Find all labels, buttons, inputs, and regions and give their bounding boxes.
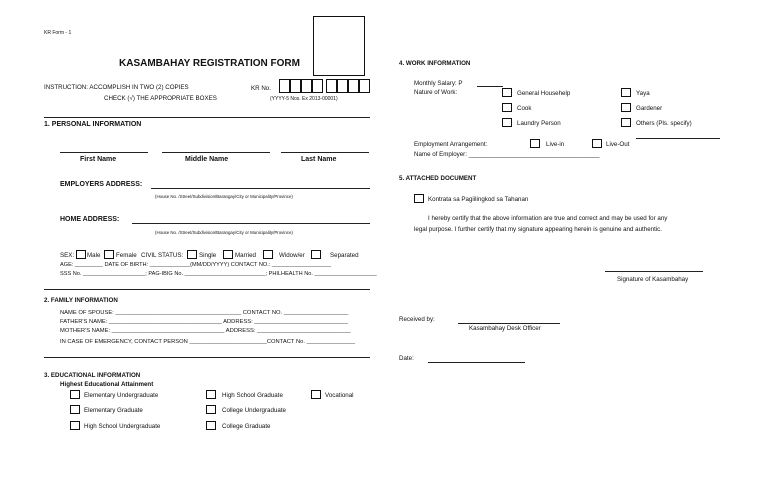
form-title: KASAMBAHAY REGISTRATION FORM xyxy=(119,58,300,69)
civil-status-label: CIVIL STATUS: xyxy=(141,252,184,259)
male-label: Male xyxy=(87,252,101,259)
gardener-label: Gardener xyxy=(636,105,663,112)
high-school-graduate-label: High School Graduate xyxy=(222,392,283,399)
signature-label: Signature of Kasambahay xyxy=(617,276,689,283)
yaya-label: Yaya xyxy=(636,90,650,97)
father-line[interactable]: FATHER'S NAME: ___________________________________ ADDRESS: _____________________________ xyxy=(60,319,348,325)
married-label: Married xyxy=(235,252,256,259)
elementary-graduate-checkbox[interactable] xyxy=(70,405,80,414)
middle-name-line[interactable] xyxy=(162,152,270,153)
received-by-line[interactable] xyxy=(458,323,560,324)
education-heading: 3. EDUCATIONAL INFORMATION xyxy=(44,372,141,379)
photo-box xyxy=(313,16,365,76)
live-out-checkbox[interactable] xyxy=(592,139,602,148)
family-heading: 2. FAMILY INFORMATION xyxy=(44,297,118,304)
single-checkbox[interactable] xyxy=(187,250,197,259)
others-checkbox[interactable] xyxy=(621,118,631,127)
home-address-hint: (House No. /Street/Subdivision/Barangay/City or Municipality/Province) xyxy=(155,230,293,235)
laundry-person-label: Laundry Person xyxy=(517,120,561,127)
employer-name-line[interactable]: Name of Employer: ______________________________________ xyxy=(414,151,600,158)
kontrata-checkbox[interactable] xyxy=(414,194,424,203)
certification-line1: I hereby certify that the above information are true and correct and may be used for any xyxy=(428,215,668,222)
general-househelp-label: General Househelp xyxy=(517,90,571,97)
high-school-undergraduate-label: High School Undergraduate xyxy=(84,423,161,430)
vocational-label: Vocational xyxy=(325,392,354,399)
instruction-line2: CHECK (√) THE APPROPRIATE BOXES xyxy=(104,95,217,102)
employers-address-line[interactable] xyxy=(151,188,370,189)
sex-label: SEX: xyxy=(60,252,75,259)
vocational-checkbox[interactable] xyxy=(311,390,321,399)
elementary-undergraduate-label: Elementary Undergraduate xyxy=(84,392,159,399)
last-name-line[interactable] xyxy=(281,152,369,153)
monthly-salary-label: Monthly Salary: P xyxy=(414,80,463,87)
cook-checkbox[interactable] xyxy=(502,103,512,112)
others-specify-line[interactable] xyxy=(636,138,720,139)
employers-address-label: EMPLOYERS ADDRESS: xyxy=(60,181,143,188)
gardener-checkbox[interactable] xyxy=(621,103,631,112)
others-label: Others (Pls. specify) xyxy=(636,120,692,127)
separated-label: Separated xyxy=(330,252,359,259)
certification-line2: legal purpose. I further certify that my signature appearing herein is genuine and authentic. xyxy=(414,226,662,233)
desk-officer-label: Kasambahay Desk Officer xyxy=(469,325,541,332)
elementary-graduate-label: Elementary Graduate xyxy=(84,407,143,414)
married-checkbox[interactable] xyxy=(223,250,233,259)
personal-heading: 1. PERSONAL INFORMATION xyxy=(44,121,142,128)
live-in-label: Live-in xyxy=(546,141,565,148)
form-code: KR Form - 1 xyxy=(44,30,72,36)
emergency-contact-line[interactable]: IN CASE OF EMERGENCY, CONTACT PERSON ________________________CONTACT No. _______________ xyxy=(60,339,355,345)
kr-hint: (YYYY-5 Nos. Ex 2013-00001) xyxy=(270,96,338,102)
live-out-label: Live-Out xyxy=(606,141,630,148)
high-school-undergraduate-checkbox[interactable] xyxy=(70,421,80,430)
date-line[interactable] xyxy=(428,362,525,363)
education-subheading: Highest Educational Attainment xyxy=(60,381,154,388)
employers-address-hint: (House No. /Street/Subdivision/Barangay/City or Municipality/Province) xyxy=(155,194,293,199)
first-name-label: First Name xyxy=(80,156,117,163)
male-checkbox[interactable] xyxy=(76,250,86,259)
female-checkbox[interactable] xyxy=(104,250,114,259)
age-dob-contact-line[interactable]: AGE: _________ DATE OF BIRTH: _____________(MM/DD/YYYY) CONTACT NO.: ___________________ xyxy=(60,262,332,268)
elementary-undergraduate-checkbox[interactable] xyxy=(70,390,80,399)
monthly-salary-line[interactable] xyxy=(477,86,503,87)
laundry-person-checkbox[interactable] xyxy=(502,118,512,127)
kr-label: KR No. xyxy=(251,85,271,92)
college-graduate-checkbox[interactable] xyxy=(206,421,216,430)
college-undergraduate-checkbox[interactable] xyxy=(206,405,216,414)
signature-line[interactable] xyxy=(605,271,703,272)
live-in-checkbox[interactable] xyxy=(530,139,540,148)
general-househelp-checkbox[interactable] xyxy=(502,88,512,97)
single-label: Single xyxy=(199,252,217,259)
kontrata-label: Kontrata sa Pagiilingkod sa Tahanan xyxy=(428,196,529,203)
mother-line[interactable]: MOTHER'S NAME: ___________________________________ ADDRESS: _____________________________ xyxy=(60,328,351,334)
first-name-line[interactable] xyxy=(60,152,148,153)
widow-checkbox[interactable] xyxy=(263,250,273,259)
college-undergraduate-label: College Undergraduate xyxy=(222,407,286,414)
middle-name-label: Middle Name xyxy=(185,156,229,163)
last-name-label: Last Name xyxy=(301,156,337,163)
widow-label: Widow/er xyxy=(279,252,305,259)
spouse-line[interactable]: NAME OF SPOUSE: _______________________________________ CONTACT NO. ____________________ xyxy=(60,310,349,316)
separated-checkbox[interactable] xyxy=(311,250,321,259)
home-address-label: HOME ADDRESS: xyxy=(60,216,120,223)
sss-pagibig-philhealth-line[interactable]: SSS No. ____________________; PAG-IBIG No. __________________________; PHILHEALTH No. ____________________ xyxy=(60,271,377,277)
date-label: Date: xyxy=(399,355,414,362)
employment-arrangement-label: Employment Arrangement: xyxy=(414,141,488,148)
work-heading: 4. WORK INFORMATION xyxy=(399,60,471,67)
cook-label: Cook xyxy=(517,105,532,112)
female-label: Female xyxy=(116,252,137,259)
home-address-line[interactable] xyxy=(132,223,370,224)
yaya-checkbox[interactable] xyxy=(621,88,631,97)
received-by-label: Received by: xyxy=(399,316,435,323)
instruction-line1: INSTRUCTION: ACCOMPLISH IN TWO (2) COPIES xyxy=(44,84,189,91)
nature-of-work-label: Nature of Work: xyxy=(414,89,458,96)
high-school-graduate-checkbox[interactable] xyxy=(206,390,216,399)
attached-heading: 5. ATTACHED DOCUMENT xyxy=(399,175,477,182)
college-graduate-label: College Graduate xyxy=(222,423,271,430)
